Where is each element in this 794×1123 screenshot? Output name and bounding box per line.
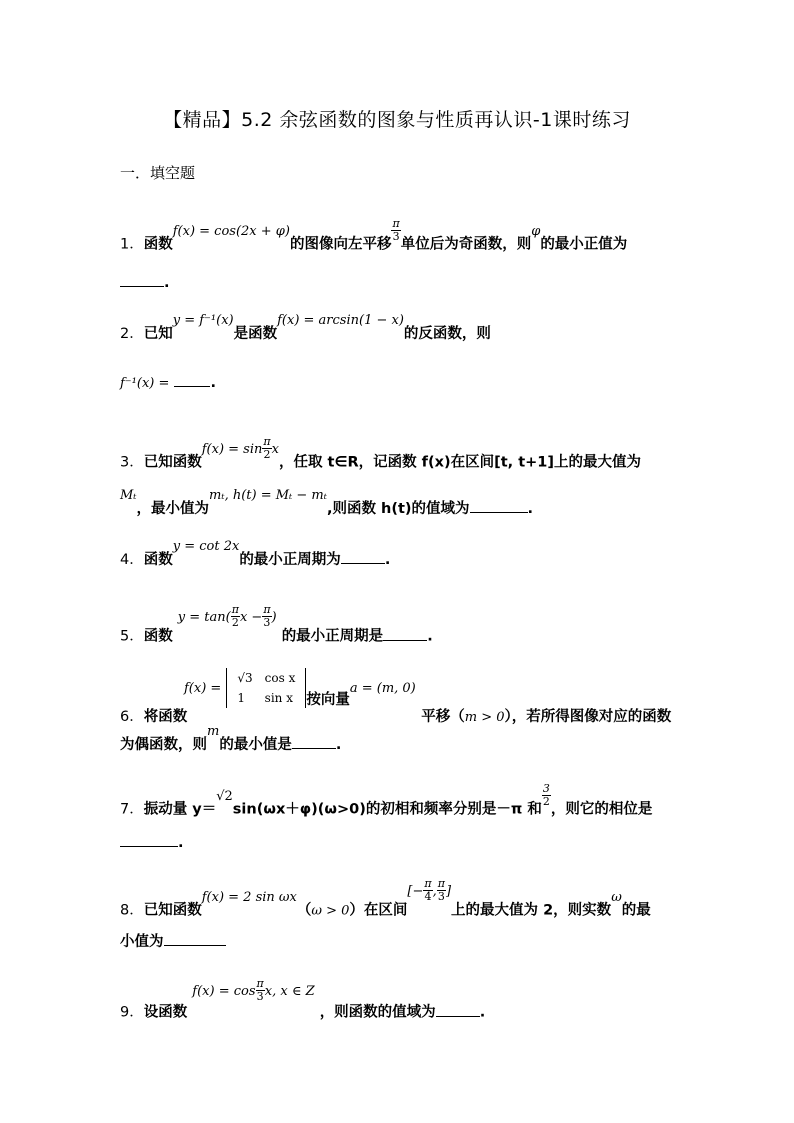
numerator: π — [424, 877, 432, 890]
page-title: 【精品】5.2 余弦函数的图象与性质再认识-1课时练习 — [163, 109, 631, 131]
denominator: 3 — [263, 616, 271, 629]
math-expression — [407, 877, 452, 903]
math-part: ) — [271, 609, 277, 625]
text: 已知 — [143, 326, 173, 342]
math-expression: m > 0 — [464, 710, 505, 725]
text: ，任取 t∈R，记函数 f(x)在区间[t, t+1]上的最大值为 — [278, 454, 641, 471]
fraction — [542, 783, 551, 808]
question-number: 7． — [120, 801, 144, 818]
question-6-formula — [120, 668, 416, 708]
text: ，则函数的值域为 — [319, 1004, 436, 1021]
fraction — [256, 978, 265, 1003]
question-number: 1． — [120, 236, 144, 253]
math-expression: y = cot 2x — [172, 539, 240, 554]
text: 已知函数 — [143, 902, 202, 919]
question-1 — [120, 217, 628, 257]
math-part: x − — [239, 609, 263, 625]
text: 已知函数 — [143, 454, 202, 471]
text: . — [479, 1004, 486, 1021]
math-expression: √2 — [216, 788, 233, 804]
question-4 — [120, 539, 391, 569]
math-expression: mₜ, h(t) = Mₜ − mₜ — [209, 488, 327, 503]
question-number: 8． — [120, 902, 144, 919]
text: ,则函数 h(t)的值域为 — [326, 501, 470, 517]
cell: √3 — [237, 671, 253, 685]
answer-blank[interactable] — [292, 734, 336, 749]
denominator: 2 — [263, 448, 271, 461]
question-7 — [120, 782, 653, 822]
text: 的最小值是 — [219, 737, 292, 753]
math-expression: m — [207, 724, 220, 739]
text: （ — [296, 902, 312, 919]
math-part: f(x) = sin — [201, 441, 263, 457]
question-9 — [120, 977, 486, 1025]
text: 函数 — [143, 236, 173, 253]
math-expression: f(x) = — [184, 681, 222, 696]
text: . — [178, 835, 184, 851]
text: 的反函数，则 — [403, 326, 491, 342]
question-3-continued — [120, 488, 534, 518]
question-number: 2． — [120, 326, 144, 342]
question-7-answer-line — [120, 832, 184, 851]
text: . — [384, 552, 391, 568]
math-part: x — [271, 441, 279, 457]
denominator: 3 — [437, 890, 445, 903]
text: 为偶函数，则 — [120, 737, 207, 753]
math-part: x, x ∈ Z — [264, 983, 315, 999]
text: 设函数 — [143, 1004, 188, 1021]
question-3 — [120, 435, 641, 475]
text: 的最 — [621, 902, 651, 919]
text: . — [164, 275, 170, 291]
fraction — [423, 878, 432, 903]
question-number: 6． — [120, 709, 144, 725]
fraction — [231, 604, 240, 629]
text: sin(ωx＋φ)(ω>0)的初相和频率分别是－π 和 — [232, 801, 542, 818]
numerator: 3 — [542, 782, 550, 795]
text: 的最小正周期为 — [239, 552, 341, 568]
cell: sin x — [264, 691, 293, 705]
text: 小值为 — [120, 934, 164, 950]
answer-blank[interactable] — [174, 372, 210, 387]
text: . — [427, 628, 433, 645]
question-number: 3． — [120, 454, 144, 471]
text: 单位后为奇函数，则 — [400, 236, 532, 253]
question-8-continued — [120, 930, 226, 951]
text: 函数 — [143, 552, 173, 568]
text: ），若所得图像对应的函数 — [504, 709, 672, 725]
text: 将函数 — [143, 709, 188, 725]
text: 的最小正周期是 — [281, 628, 384, 645]
question-number: 5． — [120, 628, 144, 645]
text: 按向量 — [306, 692, 350, 708]
question-5 — [120, 603, 433, 649]
question-2-answer-line — [120, 372, 216, 391]
numerator: π — [231, 603, 239, 616]
cell: 1 — [237, 691, 246, 705]
text: 的最小正值为 — [540, 236, 628, 253]
denominator: 4 — [424, 890, 432, 903]
math-expression: a = (m, 0) — [349, 681, 416, 696]
fraction — [262, 436, 271, 461]
answer-blank[interactable] — [120, 272, 164, 287]
fraction — [262, 604, 271, 629]
numerator: π — [263, 603, 271, 616]
question-number: 4． — [120, 552, 144, 568]
math-expression: f(x) = arcsin(1 − x) — [277, 313, 404, 328]
numerator: π — [256, 977, 264, 990]
numerator: π — [437, 877, 445, 890]
denominator: 3 — [256, 990, 264, 1003]
text: 平移（ — [421, 709, 465, 725]
math-part: , — [432, 883, 437, 899]
text: . — [527, 501, 534, 517]
math-expression: Mₜ — [120, 488, 137, 503]
determinant — [226, 668, 306, 708]
denominator: 3 — [392, 230, 400, 243]
math-part: ] — [445, 883, 452, 899]
math-expression: ω > 0 — [311, 903, 350, 919]
denominator: 2 — [231, 616, 239, 629]
numerator: π — [263, 435, 271, 448]
answer-blank[interactable] — [470, 498, 528, 513]
math-part: y = tan( — [177, 609, 231, 625]
text: . — [335, 737, 342, 753]
text: 是函数 — [233, 326, 278, 342]
fraction — [437, 878, 446, 903]
math-expression — [201, 435, 279, 461]
question-6 — [120, 705, 671, 726]
question-2 — [120, 313, 491, 343]
math-expression — [177, 603, 277, 629]
math-expression: f(x) = 2 sin ωx — [201, 889, 297, 905]
cell: cos x — [264, 671, 296, 685]
text: . — [210, 375, 216, 391]
question-8 — [120, 877, 651, 923]
math-expression: ω — [611, 889, 622, 905]
math-expression: φ — [531, 223, 541, 239]
question-1-answer-line — [120, 272, 170, 291]
text: 函数 — [143, 628, 173, 645]
section-heading: 一．填空题 — [120, 164, 196, 182]
math-expression — [192, 977, 315, 1003]
text: 振动量 y＝ — [143, 801, 217, 818]
determinant-table — [231, 668, 301, 708]
text: ）在区间 — [349, 902, 408, 919]
answer-blank[interactable] — [383, 626, 427, 641]
text: ，则它的相位是 — [550, 801, 653, 818]
numerator: π — [392, 217, 400, 230]
answer-blank[interactable] — [164, 931, 226, 946]
math-expression: f(x) = cos(2x + φ) — [172, 223, 290, 239]
math-expression: f⁻¹(x) = — [120, 376, 170, 391]
denominator: 2 — [542, 795, 550, 808]
question-6-continued — [120, 724, 342, 754]
question-number: 9． — [120, 1004, 144, 1021]
fraction — [391, 218, 400, 243]
answer-blank[interactable] — [436, 1002, 480, 1017]
text: ，最小值为 — [136, 501, 210, 517]
math-part: f(x) = cos — [192, 983, 256, 999]
math-part: [− — [407, 883, 424, 899]
answer-blank[interactable] — [120, 832, 178, 847]
math-expression: y = f⁻¹(x) — [172, 313, 234, 328]
text: 上的最大值为 2，则实数 — [451, 902, 612, 919]
answer-blank[interactable] — [341, 549, 385, 564]
text: 的图像向左平移 — [289, 236, 392, 253]
